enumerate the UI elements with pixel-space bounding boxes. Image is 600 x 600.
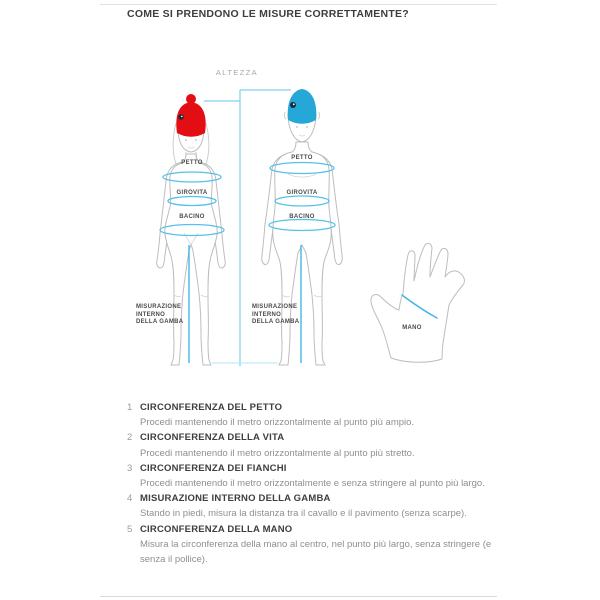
female-petto-label: PETTO [181,160,203,166]
female-eye-right [195,139,196,140]
item-description: Procedi mantenendo il metro orizzontalmente al punto più stretto. [140,447,415,459]
item-title: CIRCONFERENZA DEL PETTO [140,402,283,413]
female-girovita-label: GIROVITA [176,190,208,196]
female-inseam-label-line3: DELLA GAMBA [136,319,184,325]
female-inseam-label [136,304,183,327]
male-torso-legs [273,142,332,365]
item-description: Procedi mantenendo il metro orizzontalmente e senza stringere al punto più largo. [140,478,485,490]
male-eye-left [296,126,297,127]
item-number: 3 [127,462,133,474]
item-number: 1 [127,402,133,413]
male-bacino-label: BACINO [289,214,315,220]
item-description: Procedi mantenendo il metro orizzontalmente al punto più ampio. [140,417,415,429]
item-number: 4 [127,493,133,505]
male-eye-right [306,126,307,127]
hand-figure [371,243,465,362]
item-title: CIRCONFERENZA DELLA VITA [140,432,285,444]
item-heading [127,400,495,415]
top-divider [100,4,497,5]
male-girovita-label: GIROVITA [286,190,318,196]
male-inseam-label-line3: DELLA GAMBA [252,319,300,325]
female-cap-logo-icon [178,114,184,120]
male-petto-label: PETTO [291,155,313,161]
female-eye-left [185,139,186,140]
list-item [127,400,495,430]
male-cap-logo-dot [293,103,295,105]
item-heading [127,430,495,445]
female-inseam-label-line2: INTERNO [136,311,166,318]
item-description: Misura la circonferenza della mano al centro, nel punto più largo, senza stringere (e senza il pollice). [140,538,492,566]
male-cap-logo-icon [290,102,296,108]
item-title: CIRCONFERENZA DEI FIANCHI [140,462,287,474]
page-title: COME SI PRENDONO LE MISURE CORRETTAMENTE? [127,8,409,20]
female-cap-logo-dot [181,116,183,118]
item-number: 2 [127,432,133,444]
measurement-diagram [95,55,505,395]
female-inseam-label-line1: MISURAZIONE [136,304,182,310]
item-heading [127,522,495,537]
item-title: CIRCONFERENZA DELLA MANO [140,523,293,535]
item-heading [127,491,495,506]
item-description: Stando in piedi, misura la distanza tra il cavallo e il pavimento (senza scarpe). [140,508,467,520]
male-inseam-label-line2: INTERNO [252,311,282,318]
instructions-list [127,400,495,567]
hand-outline [371,243,465,362]
list-item [127,522,495,568]
list-item [127,430,495,460]
list-item [127,491,495,521]
female-bacino-label: BACINO [179,214,205,220]
male-inseam-label [252,304,299,327]
female-torso-legs [165,154,217,365]
item-title: MISURAZIONE INTERNO DELLA GAMBA [140,493,331,505]
item-heading [127,461,495,476]
mano-label: MANO [402,325,422,331]
item-number: 5 [127,523,133,535]
bottom-divider [100,596,497,597]
list-item [127,461,495,491]
male-inseam-label-line1: MISURAZIONE [252,304,298,310]
altezza-label: ALTEZZA [215,68,259,77]
